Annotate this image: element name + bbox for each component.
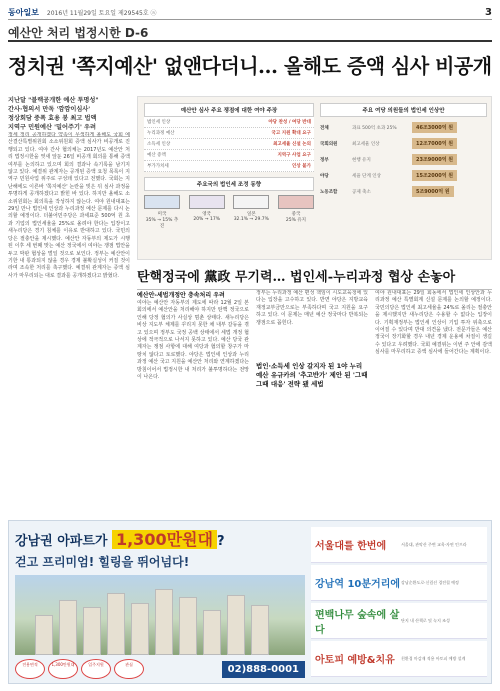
country-item: 일본 32.1% → 29.7% — [233, 195, 269, 229]
issue-row: 소득세 인상 최고세율 신설 논의 — [144, 139, 314, 150]
article-column-2-text: 여야는 예산안 자동부의 제도에 따라 12월 2일 본회의에서 예산안을 처리해야 하지만 탄핵 정국으로 인해 당정 협의가 사실상 멈춘 상태다. 새누리당은 비상 지도부 체제를 꾸리지 못한 채 내부 갈등을 겪고 있으며 정부도 국정 공백 상태에서 세법 개정 협상에 적극적으로 나서지 못하고 있다. 예산 당국 관계자는 쟁점 사항에 대해 여당과 협의할 창구가 마땅치 않다고 토로했다. 야당은 법인세 인상과 누리과정 예산 국고 지원을 예산안 처리와 연계하겠다는 방침이어서 법정시한 내 처리가 불투명하다는 전망이 나온다. — [137, 300, 249, 381]
column-2-head: 예산안-세법개정안 충속처리 우려 — [137, 292, 225, 299]
article-column-3-text: 정부는 누리과정 예산 편성 책임이 시도교육청에 있다는 입장을 고수하고 있다. 반면 야당은 지방교육재정교부금만으로는 부족하다며 국고 지원을 요구하고 있다. 이 문제는 매년 예산 정국마다 반복되는 쟁점으로 꼽힌다. — [256, 290, 368, 326]
flag-icon — [189, 195, 225, 209]
budget-title: 주요 여당 의원들의 법인세 인상안 — [320, 103, 487, 117]
article-column-1: 정세 정리 공개하겠다 약속이 무색하게 올해도 국회 예산결산특별위원회 소소위원회 증액 심사가 비공개로 진행되고 있다. 여야 간사 협의체는 2017년도 예산안 처리 법정시한을 엿새 앞둔 26일 비공개 회의를 통해 증액 여부를 논의하고 있으며 회의 결과나 속기록을 남기지 않고 있다. 예결위 관계자는 공개된 증액 요청 목록이 지역구 민원사업 위주로 구성돼 있다고 전했다. 국회는 지난해에도 이른바 '쪽지예산' 논란을 빚은 뒤 심사 과정을 투명하게 공개하겠다고 밝힌 바 있다. 하지만 올해도 소소위원회는 회의록을 작성하지 않는다. 여야 원내대표는 29일 만나 법인세 인상과 누리과정 예산 문제를 다시 논의할 예정이다. 더불어민주당은 과세표준 500억 원 초과 기업의 법인세율을 25%로 올려야 한다는 입장이고 새누리당은 경기 침체를 이유로 반대하고 있다. 국민의당은 절충안을 제시했다. 예산안 자동부의 제도가 시행된 이후 세 번째 맞는 예산 정국에서 여야는 쟁점 법안을 두고 막판 협상을 벌일 것으로 보인다. 정부는 예산안이 기한 내 통과되지 않을 경우 경제 불확실성이 커질 것이라며 조속한 처리를 촉구했다. 예결위 관계자는 증액 심사가 마무리되는 대로 결과를 공개하겠다고 밝혔다. — [8, 132, 130, 279]
ad-badge: 1,300만원대 — [48, 659, 78, 679]
deck-line: 간사·협의서 만독 '깜깜이심사' — [8, 106, 91, 113]
issue-row: 누리과정 예산 국고 지원 확대 요구 — [144, 128, 314, 139]
country-item: 중국 25% 유지 — [278, 195, 314, 229]
ad-feature: 아토피 예방&치유 친환경 마감재 적용 아토피 예방 설계 — [311, 641, 487, 677]
budget-row: 정부 현행 유지 23조9000억 원 — [320, 154, 487, 165]
ad-bottom-bar — [15, 659, 305, 679]
sub-headline: 탄핵정국에 黨政 무기력… 법인세-누리과정 협상 손놓아 — [137, 266, 492, 290]
issue-row: 부가가치세 인상 불가 — [144, 161, 314, 172]
ad-price: 1,300만원대 — [112, 530, 217, 549]
ad-feature-list — [311, 527, 487, 679]
country-item: 영국 20% → 17% — [189, 195, 225, 229]
country-flags — [144, 195, 314, 229]
compare-title: 주요국의 법인세 조정 동향 — [144, 177, 314, 191]
ad-badge: 입주지원 — [81, 659, 111, 679]
ad-badge: 관심 — [114, 659, 144, 679]
budget-row: 노동조합 공제 축소 5조9000억 원 — [320, 186, 487, 197]
budget-row: 전체 과표 500억 초과 25% 46조3000억 원 — [320, 122, 487, 133]
ad-phone-number[interactable]: 02)888-0001 — [222, 661, 305, 678]
infographic-left — [144, 103, 314, 255]
article-column-4: 여야 원내대표는 29일 회동에서 법인세 인상안과 누리과정 예산 특별회계 신설 문제를 논의할 예정이다. 국민의당은 법인세 최고세율을 24%로 올리는 절충안을 제시했지만 새누리당은 수용할 수 없다는 입장이다. 기획재정부는 법인세 인상이 기업 투자 위축으로 이어질 수 있다며 반대 의견을 냈다. 전문가들은 예산 정국이 장기화할 경우 내년 경제 운용에 차질이 생길 수 있다고 우려했다. 국회 예결위는 이번 주 안에 감액 심사를 마무리하고 증액 심사에 들어간다는 계획이다. — [375, 290, 492, 356]
ad-headline: 강남권 아파트가 1,300만원대 ? — [15, 530, 225, 549]
infographic — [137, 96, 492, 260]
budget-row: 야당 세율 단계 인상 15조2000억 원 — [320, 170, 487, 181]
masthead — [8, 6, 492, 20]
flag-icon — [233, 195, 269, 209]
ad-feature: 강남역 10분거리에 강남순환도로·신림선 경전철 예정 — [311, 565, 487, 601]
section-bar — [8, 24, 492, 42]
newspaper-logo: 동아일보 — [8, 7, 39, 17]
issue-row: 법인세 인상 야당 찬성 / 여당 반대 — [144, 117, 314, 128]
ad-feature: 편백나무 숲속에 살다 단지 내 산책로 및 녹지 조성 — [311, 603, 487, 639]
page-number: 3 — [485, 7, 492, 18]
main-headline: 정치권 '쪽지예산' 없앤다더니… 올해도 증액 심사 비공개 — [8, 54, 492, 78]
ad-badge: 전용면적 — [15, 659, 45, 679]
deck-line: 지역구 민원예산 '밀어주기' 우려 — [8, 124, 96, 131]
section-title: 예산안 처리 법정시한 D-6 — [8, 25, 149, 40]
article-column-2 — [137, 290, 249, 514]
issue-row: 예산 증액 지역구 사업 요구 — [144, 150, 314, 161]
deck-line: 지난달 "블랙공개한 예산 투명성" — [8, 97, 99, 104]
date-line: 2016년 11월29일 토요일 제29545호 ⓐ — [46, 10, 157, 17]
country-item: 미국 35% → 15% 추진 — [144, 195, 180, 229]
flag-icon — [278, 195, 314, 209]
budget-row: 국회의원 최고세율 인상 12조7000억 원 — [320, 138, 487, 149]
ad-feature: 서울대를 한번에 서울대, 관악산 주변 교육·자연 인프라 — [311, 527, 487, 563]
deck — [8, 96, 130, 137]
flag-icon — [144, 195, 180, 209]
article-column-3 — [256, 290, 368, 514]
deck-line: 정상회담 중폭 효용 봉 최고 법액 — [8, 115, 97, 122]
ad-subheadline: 걷고 프리미엄! 힐링을 뛰어넘다! — [15, 555, 190, 569]
issues-title: 예산안 심사 주요 쟁점에 대한 여야 주장 — [144, 103, 314, 117]
ad-apartment-photo — [15, 575, 305, 655]
column-3-head: 법인·소득세 인상 갈지자 된 1야 누리예산 유규카의 '추고반가' 제안 된 '그때그때 대응' 전략 됐 세법 — [256, 362, 368, 388]
infographic-right — [320, 103, 487, 255]
apartment-ad[interactable] — [8, 520, 492, 684]
